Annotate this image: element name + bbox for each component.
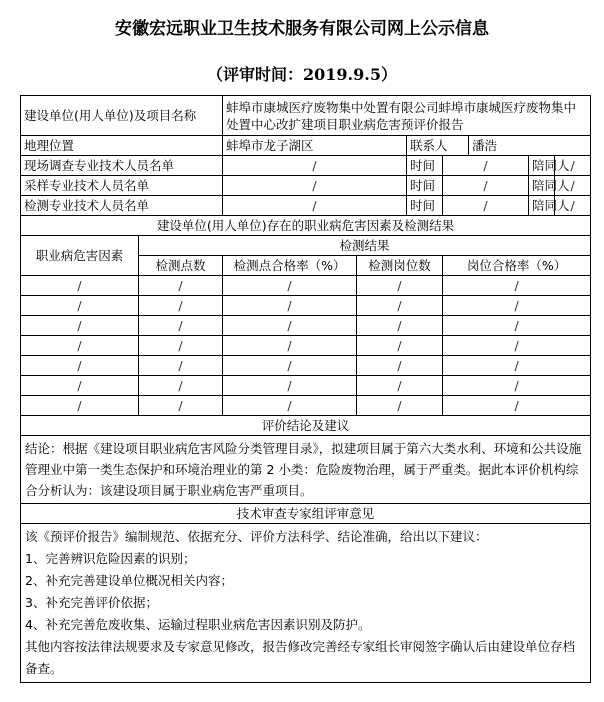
table-cell: / [223,396,357,416]
companion-label: 陪同人 [529,176,555,196]
table-cell: / [357,296,443,316]
table-cell: / [223,276,357,296]
table-row [21,296,591,316]
table-cell: / [139,396,223,416]
opinion-line: 4、补充完善危废收集、运输过程职业病危害因素识别及防护。 [25,617,371,632]
table-cell: / [21,316,139,336]
table-cell: / [139,356,223,376]
table-cell: / [443,276,591,296]
table-cell: / [223,336,357,356]
table-cell: / [139,336,223,356]
table-cell: / [223,296,357,316]
column-header: 检测岗位数 [357,256,443,276]
review-time: （评审时间：2019.9.5） [207,65,397,84]
unit-value: 蚌埠市康城医疗废物集中处置有限公司蚌埠市康城医疗废物集中处置中心改扩建项目职业病危害预评价报告 [223,96,591,136]
time-value: / [443,196,529,216]
table-cell: / [357,356,443,376]
table-cell: / [443,296,591,316]
staff-label: 检测专业技术人员名单 [21,196,223,216]
table-cell: / [21,296,139,316]
opinion-line: 2、补充完善建设单位概况相关内容； [25,573,233,588]
location-label: 地理位置 [21,136,223,156]
table-cell: / [357,376,443,396]
table-row [21,336,591,356]
results-header: 检测结果 [139,236,591,256]
staff-label: 采样专业技术人员名单 [21,176,223,196]
time-value: / [443,176,529,196]
time-value: / [443,156,529,176]
time-label: 时间 [407,156,443,176]
expert-review-opinion [21,524,591,683]
time-label: 时间 [407,196,443,216]
location-value: 蚌埠市龙子湖区 [223,136,407,156]
table-cell: / [357,316,443,336]
project-row [21,96,591,136]
column-header: 检测点合格率（%） [223,256,357,276]
table-cell: / [443,316,591,336]
table-cell: / [443,356,591,376]
hazards-section-title: 建设单位(用人单位)存在的职业病危害因素及检测结果 [21,216,591,236]
table-cell: / [357,336,443,356]
opinion-line: 1、完善辨识危险因素的识别； [25,551,196,566]
table-cell: / [21,336,139,356]
table-cell: / [139,376,223,396]
staff-row [21,176,591,196]
table-cell: / [223,316,357,336]
location-row [21,136,591,156]
companion-label: 陪同人 [529,156,555,176]
expert-review-section-title: 技术审查专家组评审意见 [21,504,591,524]
page-title: 安徽宏远职业卫生技术服务有限公司网上公示信息 [115,19,489,39]
table-cell: / [139,316,223,336]
opinion-line: 其他内容按法律法规要求及专家意见修改，报告修改完善经专家组长审阅签字确认后由建设单位存档备查。 [25,639,576,676]
companion-value: / [555,196,591,216]
companion-label: 陪同人 [529,196,555,216]
column-header: 岗位合格率（%） [443,256,591,276]
time-label: 时间 [407,176,443,196]
conclusion-section-title: 评价结论及建议 [21,416,591,436]
column-header: 检测点数 [139,256,223,276]
table-cell: / [357,276,443,296]
table-row [21,276,591,296]
table-row [21,356,591,376]
table-cell: / [357,396,443,416]
opinion-line: 3、补充完善评价依据； [25,595,158,610]
conclusion-text: 结论：根据《建设项目职业病危害风险分类管理目录》，拟建项目属于第六大类水利、环境和公共设施管理业中第一类生态保护和环境治理业的第 2 小类：危险废物治理，属于严重类。据此本评价机构综合分析认为：该建设项目属于职业病危害严重项目。 [21,436,591,504]
table-row [21,316,591,336]
factor-header: 职业病危害因素 [21,236,139,276]
table-cell: / [21,356,139,376]
table-cell: / [443,396,591,416]
table-cell: / [443,336,591,356]
table-row [21,396,591,416]
unit-label: 建设单位(用人单位)及项目名称 [21,96,223,136]
contact-value: 潘浩 [469,136,591,156]
table-cell: / [223,356,357,376]
staff-names: / [223,156,407,176]
table-cell: / [223,376,357,396]
table-cell: / [21,396,139,416]
staff-row [21,156,591,176]
companion-value: / [555,176,591,196]
staff-names: / [223,176,407,196]
table-cell: / [443,376,591,396]
table-cell: / [139,296,223,316]
table-row [21,376,591,396]
disclosure-form [20,95,591,683]
table-cell: / [139,276,223,296]
staff-label: 现场调查专业技术人员名单 [21,156,223,176]
staff-row [21,196,591,216]
table-cell: / [21,276,139,296]
companion-value: / [555,156,591,176]
opinion-line: 该《预评价报告》编制规范、依据充分、评价方法科学、结论准确，给出以下建议： [25,529,488,544]
table-cell: / [21,376,139,396]
contact-label: 联系人 [407,136,469,156]
staff-names: / [223,196,407,216]
